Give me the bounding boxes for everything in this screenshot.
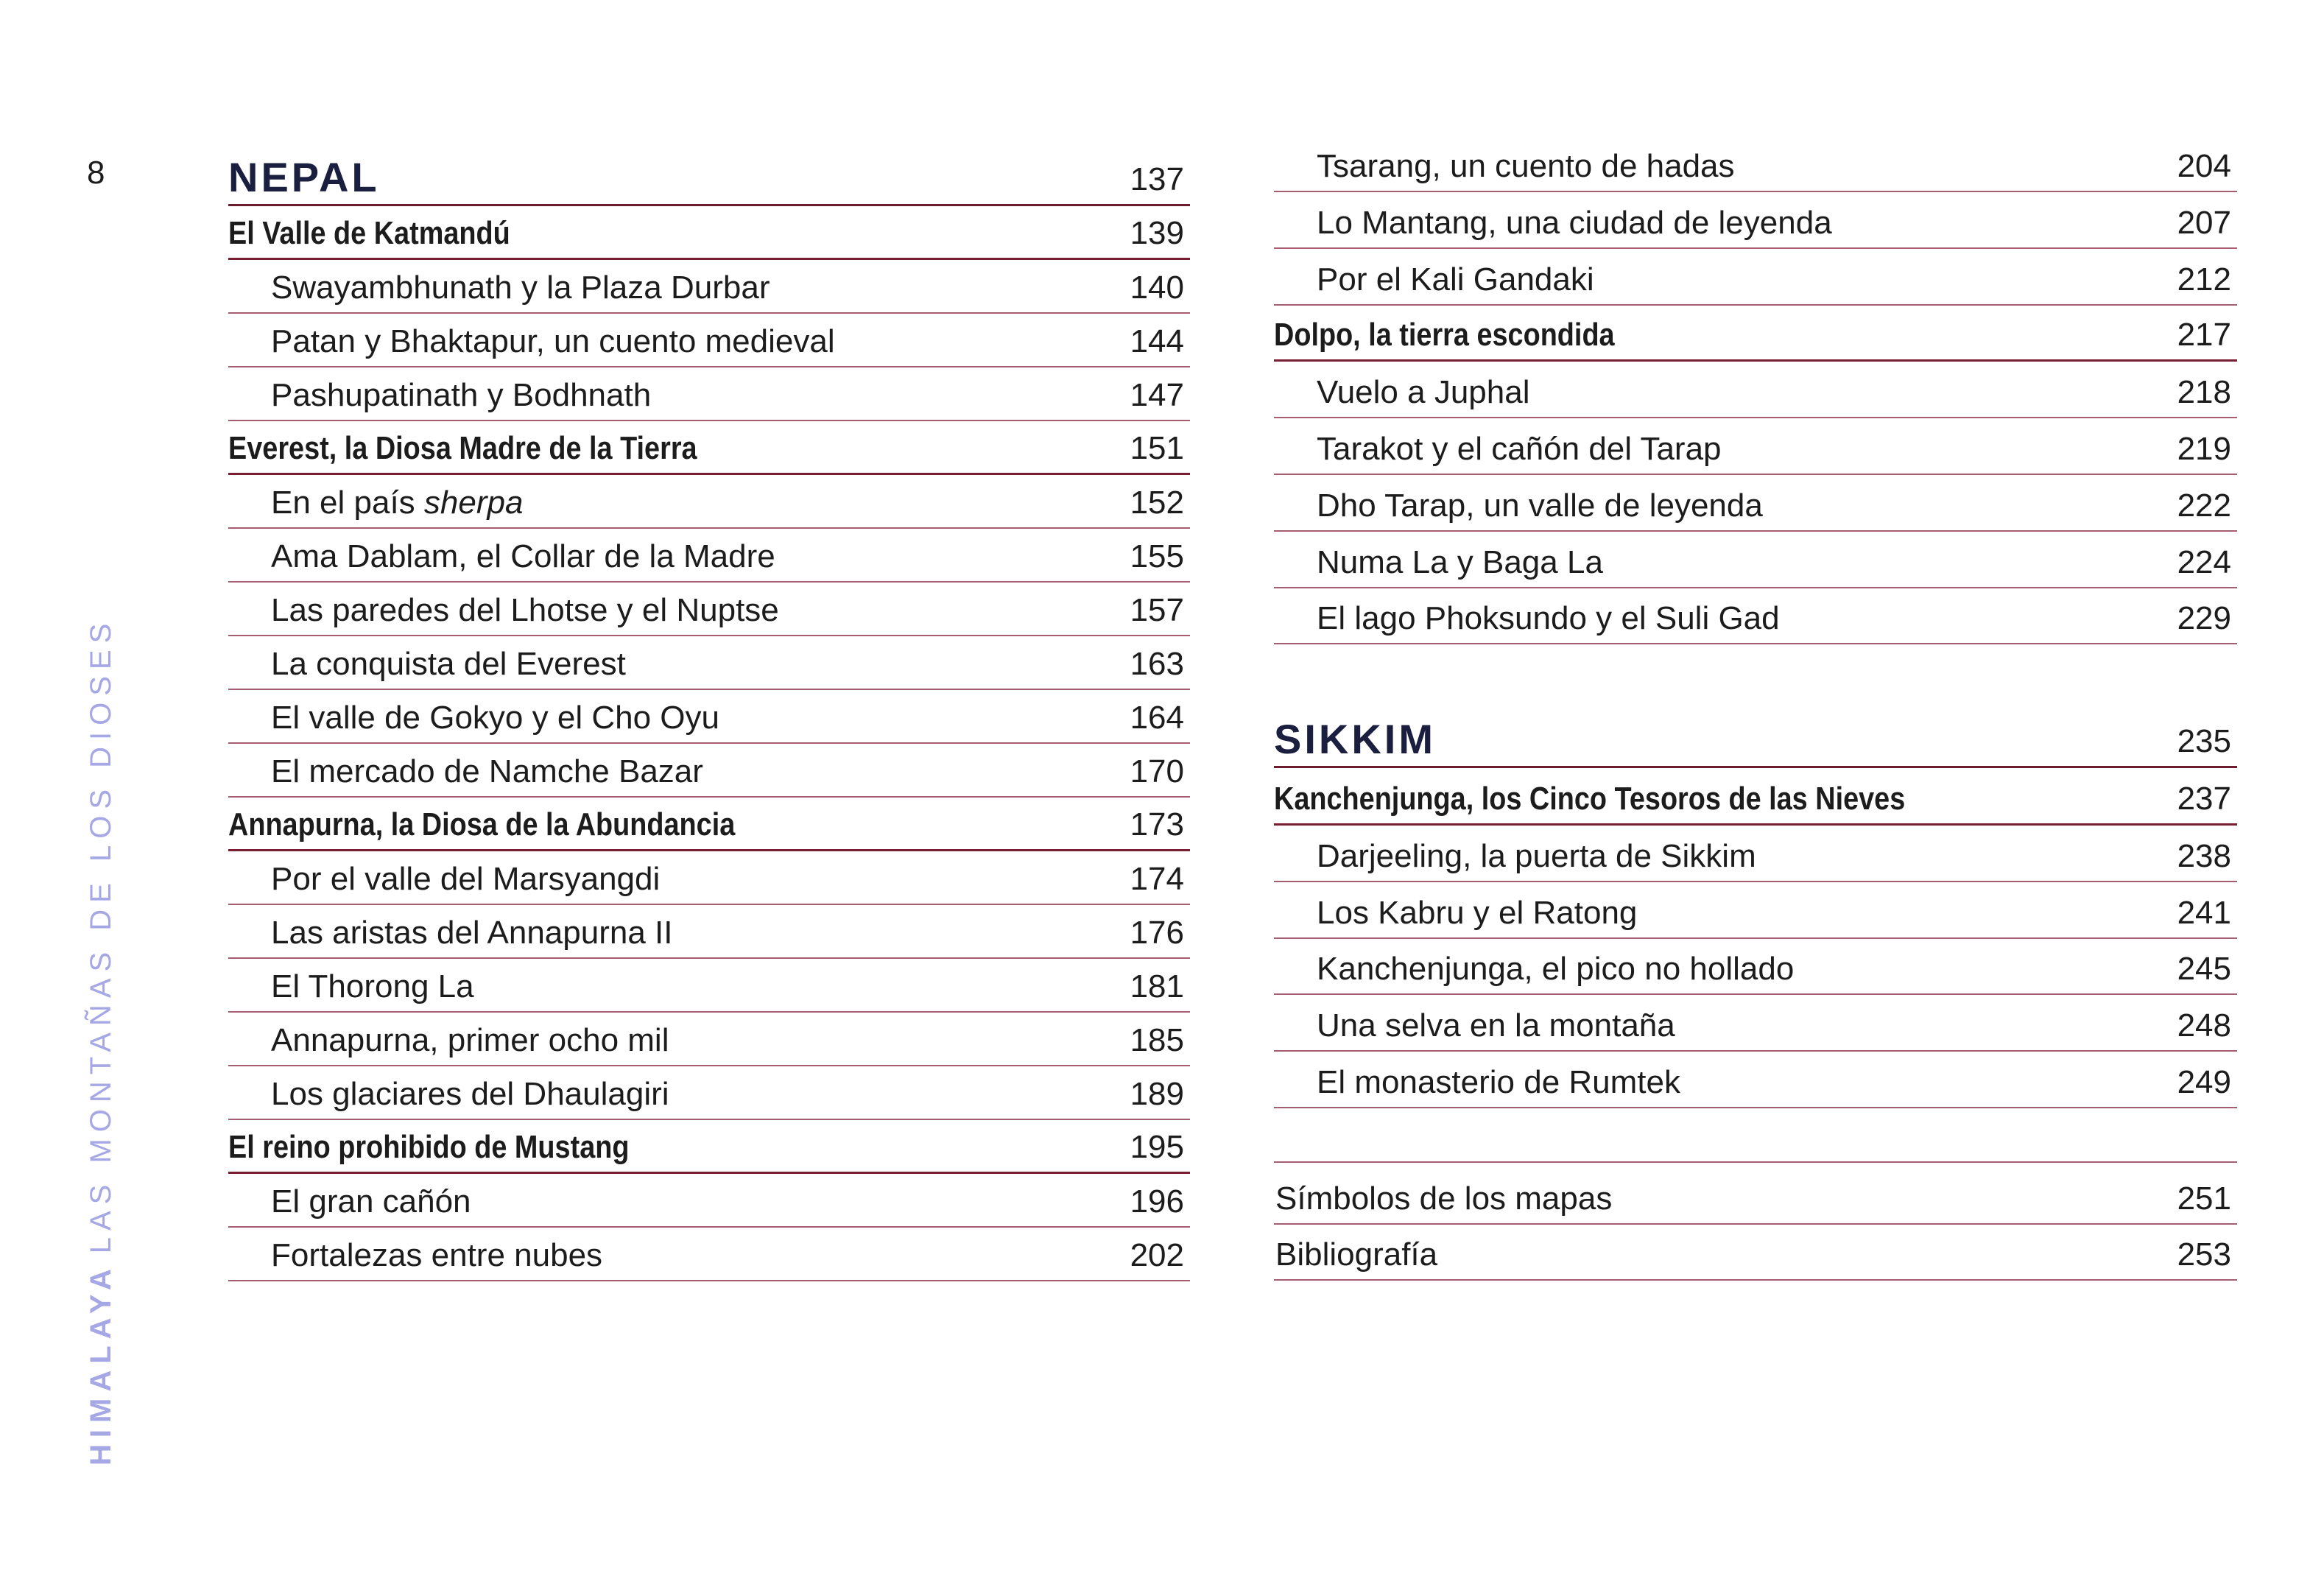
- section-page: 235: [2177, 723, 2231, 759]
- entry-title: [228, 1076, 669, 1119]
- entry-title-text: El reino prohibido de Mustang: [228, 1129, 630, 1165]
- entry-title-text: Bibliografía: [1275, 1236, 1438, 1273]
- entry-title-text: Vuelo a Juphal: [1317, 374, 1530, 411]
- entry-title: [1274, 148, 1735, 191]
- toc-entry-row[interactable]: [1274, 421, 2237, 475]
- entry-title-text: Por el valle del Marsyangdi: [271, 861, 661, 897]
- entry-page: 181: [1130, 968, 1184, 1004]
- entry-title: [228, 592, 779, 635]
- entry-title-text: Dho Tarap, un valle de leyenda: [1317, 487, 1763, 524]
- toc-entry-row[interactable]: [228, 851, 1190, 905]
- entry-page: 229: [2177, 600, 2231, 637]
- entry-title-text: Darjeeling, la puerta de Sikkim: [1317, 837, 1756, 874]
- entry-title: [1274, 600, 1780, 643]
- entry-title-text: La conquista del Everest: [271, 646, 626, 682]
- toc-section-sikkim[interactable]: [1274, 702, 2237, 768]
- toc-entry-row[interactable]: [1274, 138, 2237, 192]
- entry-title: [1274, 1236, 1437, 1279]
- entry-page: 147: [1130, 377, 1184, 413]
- entry-title: [1274, 261, 1594, 304]
- entry-title: [228, 323, 835, 366]
- entry-page: 140: [1130, 270, 1184, 306]
- entry-page: 155: [1130, 538, 1184, 574]
- entry-title-text: Kanchenjunga, los Cinco Tesoros de las Nieves: [1274, 781, 1906, 817]
- entry-title: [1274, 781, 1905, 823]
- toc-entry-row[interactable]: [1274, 252, 2237, 306]
- entry-title: [228, 215, 510, 258]
- toc-entry-row[interactable]: [228, 1174, 1190, 1228]
- entry-page: 170: [1130, 753, 1184, 789]
- entry-page: 173: [1130, 806, 1184, 842]
- toc-entry-row[interactable]: [1274, 828, 2237, 882]
- entry-page: 212: [2177, 261, 2231, 298]
- entry-title-text: El lago Phoksundo y el Suli Gad: [1317, 600, 1780, 637]
- entry-page: 144: [1130, 323, 1184, 359]
- entry-title-text: Pashupatinath y Bodhnath: [271, 377, 652, 413]
- entry-title-text: Los glaciares del Dhaulagiri: [271, 1076, 669, 1112]
- entry-title: [228, 968, 474, 1011]
- entry-title-text: Swayambhunath y la Plaza Durbar: [271, 270, 770, 306]
- toc-entry-row[interactable]: [1274, 998, 2237, 1052]
- toc-entry-row[interactable]: [228, 260, 1190, 314]
- toc-entry-row[interactable]: [1274, 591, 2237, 644]
- entry-page: 164: [1130, 700, 1184, 736]
- toc-chapter-row[interactable]: [228, 206, 1190, 260]
- toc-chapter-row[interactable]: [228, 798, 1190, 851]
- toc-entry-row[interactable]: [1274, 195, 2237, 249]
- toc-entry-row[interactable]: [1274, 941, 2237, 995]
- entry-title-text: En el país: [271, 485, 424, 521]
- toc-entry-row[interactable]: [228, 1066, 1190, 1120]
- entry-title: [228, 700, 719, 742]
- entry-title: [1274, 205, 1832, 247]
- toc-entry-row[interactable]: [228, 959, 1190, 1013]
- entry-title: [228, 430, 697, 473]
- entry-title: [1274, 951, 1794, 993]
- entry-page: 207: [2177, 204, 2231, 241]
- entry-title-text: Símbolos de los mapas: [1275, 1180, 1613, 1217]
- entry-title: [228, 806, 735, 849]
- toc-entry-row[interactable]: [228, 744, 1190, 798]
- entry-title-text: El gran cañón: [271, 1183, 471, 1220]
- entry-title: [1274, 1180, 1612, 1223]
- toc-entry-row[interactable]: [228, 1228, 1190, 1281]
- spine-title: [81, 616, 121, 1465]
- entry-page: 157: [1130, 592, 1184, 628]
- entry-title-text: Patan y Bhaktapur, un cuento medieval: [271, 323, 835, 359]
- entry-title: [228, 1129, 629, 1172]
- entry-title-text: Lo Mantang, una ciudad de leyenda: [1317, 204, 1832, 241]
- entry-page: 241: [2177, 894, 2231, 931]
- entry-title: [1274, 488, 1763, 530]
- entry-page: 189: [1130, 1076, 1184, 1112]
- toc-entry-row[interactable]: [1274, 478, 2237, 532]
- entry-page: 217: [2177, 317, 2231, 353]
- spine-book-title: HIMALAYA: [85, 1262, 117, 1465]
- entry-title: [228, 861, 660, 904]
- section-title: NEPAL: [228, 154, 380, 200]
- entry-title-text: Una selva en la montaña: [1317, 1007, 1675, 1044]
- entry-title-text: Las paredes del Lhotse y el Nuptse: [271, 592, 779, 628]
- toc-entry-row[interactable]: [1274, 365, 2237, 418]
- entry-title: [1274, 374, 1529, 417]
- entry-title-text: Por el Kali Gandaki: [1317, 261, 1594, 298]
- entry-page: 204: [2177, 148, 2231, 184]
- toc-entry-row[interactable]: [228, 583, 1190, 636]
- entry-title-italic: sherpa: [423, 485, 524, 521]
- entry-title: [228, 1022, 669, 1065]
- toc-chapter-row[interactable]: [1274, 308, 2237, 362]
- toc-entry-row[interactable]: [228, 905, 1190, 959]
- toc-section-nepal[interactable]: [228, 140, 1190, 206]
- entry-page: 222: [2177, 487, 2231, 524]
- entry-title: [1274, 1007, 1675, 1050]
- entry-page: 238: [2177, 837, 2231, 874]
- divider: [1274, 1161, 2237, 1163]
- entry-title-text: Fortalezas entre nubes: [271, 1237, 603, 1273]
- entry-title-text: El Thorong La: [271, 968, 474, 1004]
- entry-title-text: Los Kabru y el Ratong: [1317, 894, 1638, 931]
- entry-page: 195: [1130, 1129, 1184, 1165]
- entry-title: [228, 1237, 602, 1280]
- entry-title-text: El monasterio de Rumtek: [1317, 1064, 1680, 1100]
- entry-page: 176: [1130, 915, 1184, 951]
- entry-title: [1274, 431, 1722, 474]
- toc-entry-row[interactable]: [228, 475, 1190, 529]
- entry-title-text: Ama Dablam, el Collar de la Madre: [271, 538, 775, 574]
- toc-entry-row[interactable]: [1274, 535, 2237, 588]
- entry-title: [228, 646, 626, 689]
- entry-title: [228, 753, 703, 796]
- entry-title-text: El mercado de Namche Bazar: [271, 753, 703, 789]
- entry-page: 196: [1130, 1183, 1184, 1220]
- entry-page: 219: [2177, 431, 2231, 467]
- entry-title-text: Annapurna, la Diosa de la Abundancia: [228, 806, 736, 842]
- entry-page: 218: [2177, 374, 2231, 411]
- toc-entry-row[interactable]: [1274, 885, 2237, 939]
- entry-title: [1274, 1064, 1680, 1107]
- toc-entry-row[interactable]: [1274, 1171, 2237, 1225]
- entry-title-text: Everest, la Diosa Madre de la Tierra: [228, 430, 697, 466]
- entry-title-text: Tsarang, un cuento de hadas: [1317, 148, 1735, 184]
- toc-entry-row[interactable]: [228, 529, 1190, 583]
- entry-page: 237: [2177, 781, 2231, 817]
- entry-title-text: Las aristas del Annapurna II: [271, 915, 673, 951]
- entry-title-text: Kanchenjunga, el pico no hollado: [1317, 951, 1795, 988]
- entry-title: [228, 377, 651, 420]
- toc-chapter-row[interactable]: [228, 1120, 1190, 1174]
- spine-book-subtitle: LAS MONTAÑAS DE LOS DIOSES: [85, 616, 117, 1254]
- section-title: SIKKIM: [1274, 716, 1436, 762]
- toc-entry-row[interactable]: [228, 314, 1190, 367]
- entry-page: 251: [2177, 1180, 2231, 1217]
- entry-title-text: El valle de Gokyo y el Cho Oyu: [271, 700, 719, 736]
- entry-title: [1274, 317, 1615, 359]
- entry-title: [228, 1183, 471, 1226]
- entry-title: [228, 538, 775, 581]
- entry-page: 245: [2177, 951, 2231, 988]
- entry-title: [1274, 544, 1603, 587]
- section-page: 137: [1130, 161, 1184, 197]
- entry-title: [1274, 838, 1756, 881]
- entry-page: 152: [1130, 485, 1184, 521]
- toc-chapter-row[interactable]: [228, 421, 1190, 475]
- entry-title: [228, 485, 523, 527]
- toc-entry-row[interactable]: [228, 690, 1190, 744]
- entry-page: 139: [1130, 215, 1184, 251]
- entry-page: 253: [2177, 1236, 2231, 1273]
- entry-page: 202: [1130, 1237, 1184, 1273]
- entry-page: 249: [2177, 1064, 2231, 1100]
- entry-title: [1274, 895, 1637, 937]
- entry-page: 224: [2177, 543, 2231, 580]
- entry-title-text: Annapurna, primer ocho mil: [271, 1022, 669, 1058]
- toc-entry-row[interactable]: [228, 367, 1190, 421]
- entry-page: 185: [1130, 1022, 1184, 1058]
- entry-title: [228, 270, 770, 312]
- toc-entry-row[interactable]: [228, 1013, 1190, 1066]
- toc-entry-row[interactable]: [1274, 1055, 2237, 1108]
- entry-page: 248: [2177, 1007, 2231, 1044]
- toc-entry-row[interactable]: [228, 636, 1190, 690]
- page-number: 8: [87, 155, 105, 191]
- entry-title-text: Tarakot y el cañón del Tarap: [1317, 431, 1722, 467]
- entry-title: [228, 915, 672, 957]
- entry-title-text: Numa La y Baga La: [1317, 543, 1603, 580]
- entry-page: 163: [1130, 646, 1184, 682]
- toc-chapter-row[interactable]: [1274, 772, 2237, 826]
- entry-title-text: Dolpo, la tierra escondida: [1274, 317, 1615, 353]
- entry-page: 174: [1130, 861, 1184, 897]
- toc-entry-row[interactable]: [1274, 1227, 2237, 1281]
- entry-title-text: El Valle de Katmandú: [228, 215, 510, 251]
- entry-page: 151: [1130, 430, 1184, 466]
